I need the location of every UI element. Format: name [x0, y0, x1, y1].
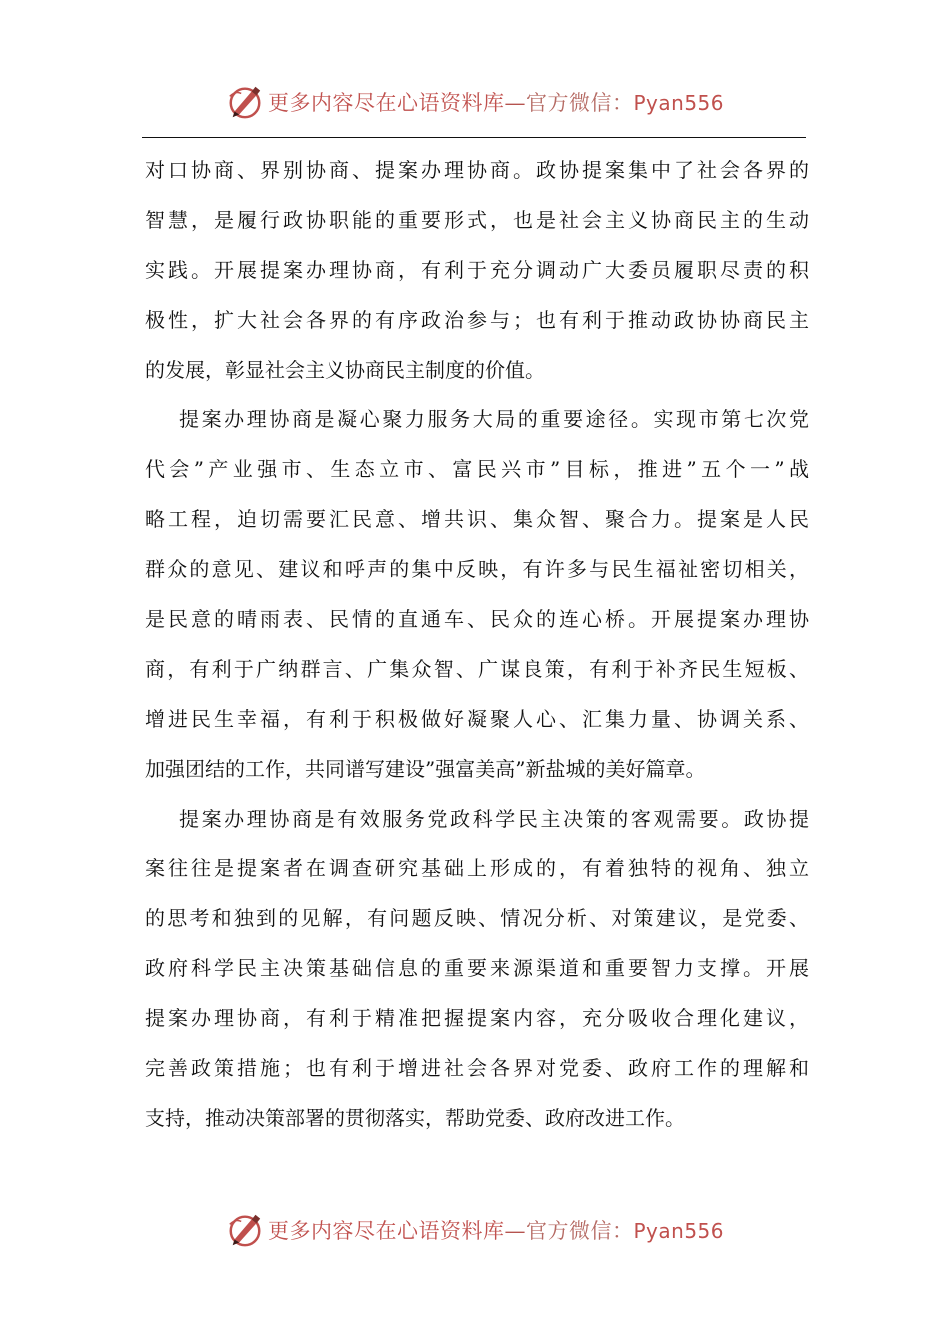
footer-banner-sep: —	[504, 1219, 526, 1243]
footer-banner-text	[268, 1215, 724, 1245]
text-line: 极性，扩大社会各界的有序政治参与；也有利于推动政协协商民主	[145, 307, 809, 332]
text-line: 的思考和独到的见解，有问题反映、情况分析、对策建议，是党委、	[145, 906, 809, 931]
text-line: 案往往是提案者在调查研究基础上形成的，有着独特的视角、独立	[145, 856, 809, 881]
text-line: 实践。开展提案办理协商，有利于充分调动广大委员履职尽责的积	[145, 257, 809, 282]
text-line: 增进民生幸福，有利于积极做好凝聚人心、汇集力量、协调关系、	[145, 706, 809, 731]
footer-banner-official: 官方微信：	[525, 1219, 634, 1243]
header-banner-main: 更多内容尽在心语资料库	[267, 91, 505, 115]
text-line: 提案办理协商，有利于精准把握提案内容，充分吸收合理化建议，	[145, 1006, 809, 1031]
paragraph-start-line: 提案办理协商是有效服务党政科学民主决策的客观需要。政协提	[179, 806, 809, 831]
text-line: 政府科学民主决策基础信息的重要来源渠道和重要智力支撑。开展	[145, 956, 809, 981]
text-line: 略工程，迫切需要汇民意、增共识、集众智、聚合力。提案是人民	[145, 507, 809, 532]
footer-banner-id: Pyan556	[633, 1219, 724, 1243]
text-line: 完善政策措施；也有利于增进社会各界对党委、政府工作的理解和	[145, 1056, 809, 1081]
text-line: 加强团结的工作，共同谱写建设”强富美高”新盐城的美好篇章。	[145, 756, 706, 781]
text-line: 智慧，是履行政协职能的重要形式，也是社会主义协商民主的生动	[145, 207, 809, 232]
footer-banner-main: 更多内容尽在心语资料库	[267, 1219, 505, 1243]
header-banner-official: 官方微信：	[525, 91, 634, 115]
header-banner-id: Pyan556	[633, 91, 724, 115]
text-line: 是民意的晴雨表、民情的直通车、民众的连心桥。开展提案办理协	[145, 607, 809, 632]
text-line: 群众的意见、建议和呼声的集中反映，有许多与民生福祉密切相关，	[145, 557, 809, 582]
text-line: 商，有利于广纳群言、广集众智、广谋良策，有利于补齐民生短板、	[145, 656, 809, 681]
document-body	[145, 146, 809, 1144]
text-line: 支持，推动决策部署的贯彻落实，帮助党委、政府改进工作。	[145, 1105, 685, 1130]
pen-logo-icon	[226, 83, 264, 121]
text-line: 对口协商、界别协商、提案办理协商。政协提案集中了社会各界的	[145, 158, 809, 182]
header-banner	[0, 80, 950, 124]
footer-banner	[0, 1208, 950, 1252]
paragraph-start-line: 提案办理协商是凝心聚力服务大局的重要途径。实现市第七次党	[179, 407, 809, 432]
text-line: 的发展，彰显社会主义协商民主制度的价值。	[145, 357, 545, 382]
header-banner-text	[268, 87, 724, 117]
text-line: 代会”产业强市、生态立市、富民兴市”目标，推进”五个一”战	[145, 457, 809, 482]
header-divider	[142, 137, 806, 138]
header-banner-sep: —	[504, 91, 526, 115]
pen-logo-icon	[226, 1211, 264, 1249]
